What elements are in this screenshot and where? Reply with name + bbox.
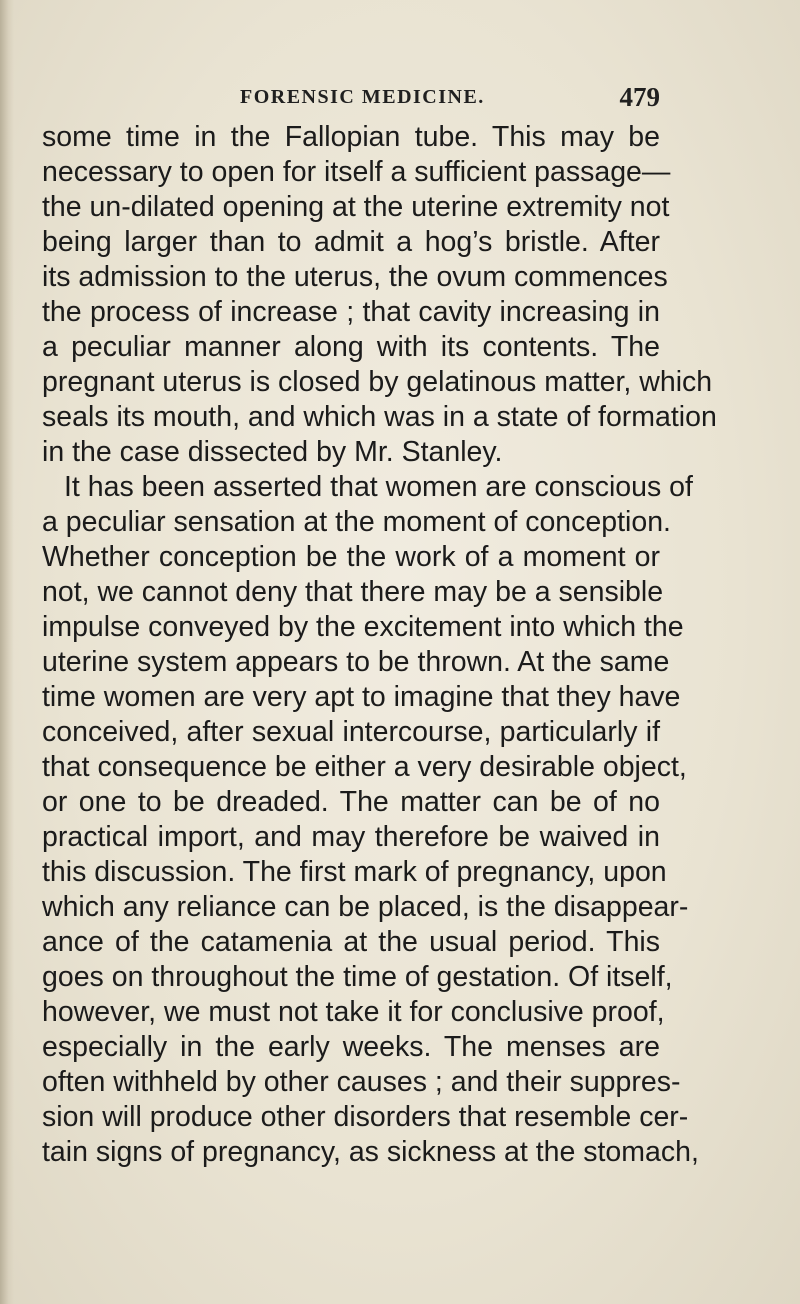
page-header	[240, 82, 660, 112]
text-line: pregnant uterus is closed by gelatinous matter, which	[42, 366, 713, 398]
page-number: 479	[619, 82, 660, 112]
text-line: sion will produce other disorders that resemble cer-	[42, 1101, 689, 1133]
text-line: seals its mouth, and which was in a state of formation	[42, 401, 717, 433]
body-text	[42, 120, 717, 1170]
page-gutter-shadow	[0, 0, 14, 1304]
text-line: necessary to open for itself a sufficient passage—	[42, 156, 671, 188]
text-line: impulse conveyed by the excitement into which the	[42, 611, 684, 643]
text-line: often withheld by other causes ; and their suppres-	[42, 1066, 681, 1098]
text-line: some time in the Fallopian tube. This may be	[42, 121, 660, 153]
text-line: goes on throughout the time of gestation. Of itself,	[42, 961, 673, 993]
text-line: this discussion. The first mark of pregnancy, upon	[42, 856, 667, 888]
text-line: ance of the catamenia at the usual period. This	[42, 926, 660, 958]
text-line: conceived, after sexual intercourse, particularly if	[42, 716, 660, 748]
text-line: not, we cannot deny that there may be a sensible	[42, 576, 664, 608]
text-line: a peculiar manner along with its contents. The	[42, 331, 660, 363]
text-line: that consequence be either a very desirable object,	[42, 751, 687, 783]
text-line: a peculiar sensation at the moment of conception.	[42, 506, 671, 538]
text-line: Whether conception be the work of a moment or	[42, 541, 660, 573]
text-line: its admission to the uterus, the ovum commences	[42, 261, 668, 293]
text-line: the un-dilated opening at the uterine extremity not	[42, 191, 670, 223]
text-line: or one to be dreaded. The matter can be of no	[42, 786, 660, 818]
text-line: practical import, and may therefore be waived in	[42, 821, 660, 853]
text-line: especially in the early weeks. The menses are	[42, 1031, 660, 1063]
text-line: time women are very apt to imagine that they have	[42, 681, 681, 713]
running-head: FORENSIC MEDICINE.	[240, 86, 485, 108]
paragraph-end-line: in the case dissected by Mr. Stanley.	[42, 436, 503, 468]
text-line: uterine system appears to be thrown. At the same	[42, 646, 670, 678]
text-line: being larger than to admit a hog’s bristle. After	[42, 226, 660, 258]
text-line: however, we must not take it for conclusive proof,	[42, 996, 665, 1028]
text-line: the process of increase ; that cavity increasing in	[42, 296, 660, 328]
paragraph-start-line: It has been asserted that women are conscious of	[64, 471, 693, 503]
text-line: tain signs of pregnancy, as sickness at the stomach,	[42, 1136, 699, 1168]
text-line: which any reliance can be placed, is the disappear-	[42, 891, 689, 923]
